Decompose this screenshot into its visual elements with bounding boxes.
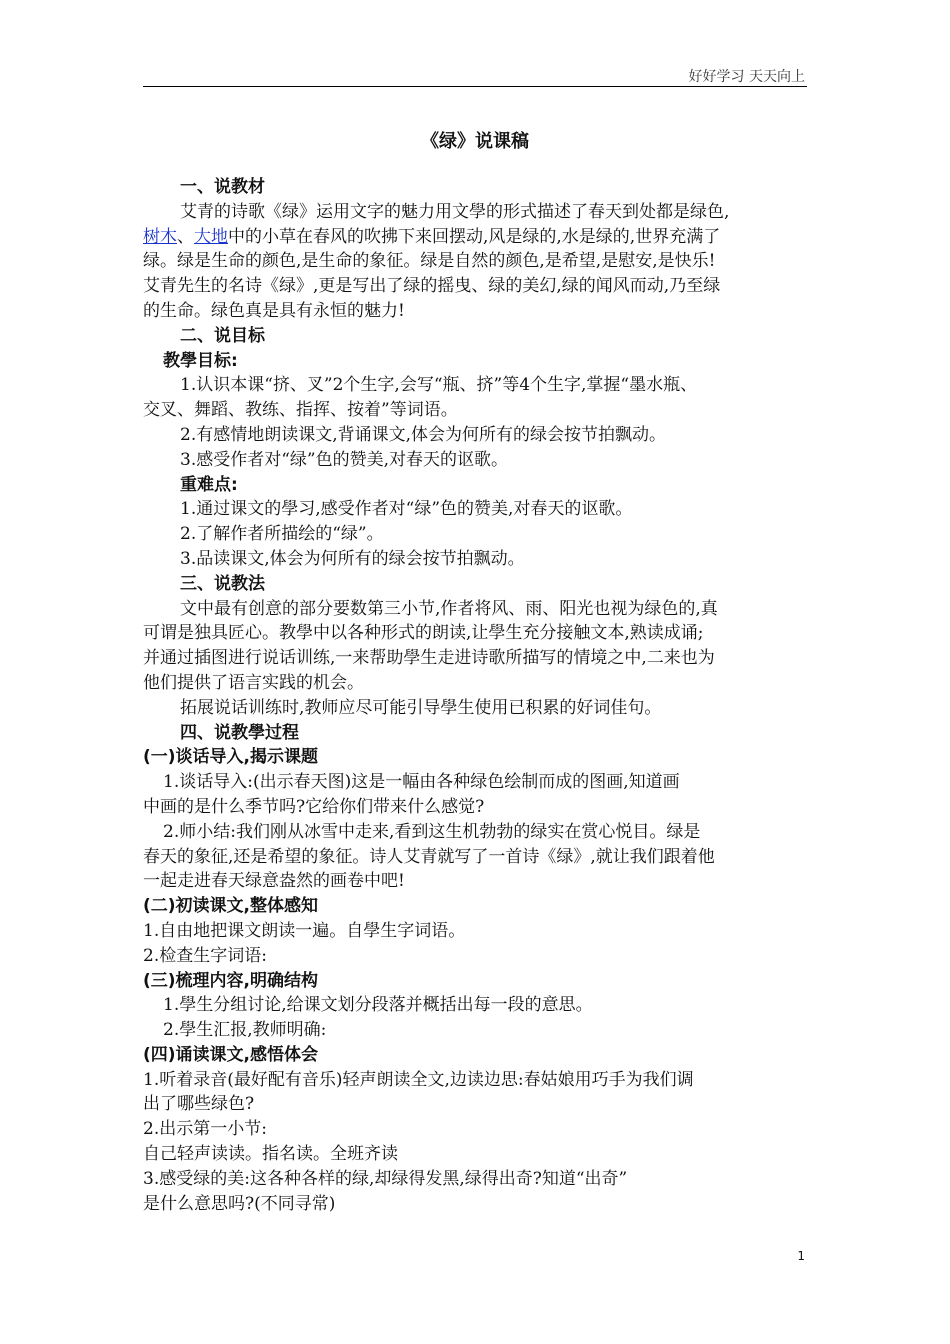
- key-point-item: 3.品读课文,体会为何所有的绿会按节拍飘动。: [180, 548, 525, 569]
- paragraph-line: 拓展说话训练时,教师应尽可能引导學生使用已积累的好词佳句。: [180, 697, 662, 718]
- paragraph-line: 1.谈话导入:(出示春天图)这是一幅由各种绿色绘制而成的图画,知道画: [163, 772, 680, 793]
- goal-item: 2.有感情地朗读课文,背诵课文,体会为何所有的绿会按节拍飘动。: [180, 424, 667, 445]
- section-heading-goals: 二、说目标: [180, 325, 265, 346]
- list-item-continued: 是什么意思吗?(不同寻常): [143, 1193, 336, 1214]
- key-point-item: 1.通过课文的學习,感受作者对“绿”色的赞美,对春天的讴歌。: [180, 499, 633, 520]
- list-item: 2.出示第一小节:: [143, 1119, 267, 1140]
- subheading-teaching-goals: 教學目标:: [163, 350, 238, 371]
- paragraph-line: 2.师小结:我们刚从冰雪中走来,看到这生机勃勃的绿实在赏心悦目。绿是: [163, 821, 701, 842]
- header-divider: [143, 86, 807, 87]
- section-heading-textbook: 一、说教材: [180, 177, 265, 197]
- goal-item-continued: 交叉、舞蹈、教练、指挥、按着”等词语。: [143, 400, 458, 421]
- list-item: 2.學生汇报,教师明确:: [163, 1020, 327, 1041]
- subheading-part-4: (四)诵读课文,感悟体会: [143, 1044, 318, 1065]
- page-header-text: 好好学习 天天向上: [688, 69, 805, 85]
- list-item: 1.學生分组讨论,给课文划分段落并概括出每一段的意思。: [163, 995, 593, 1016]
- paragraph-line: 绿。绿是生命的颜色,是生命的象征。绿是自然的颜色,是希望,是慰安,是快乐!: [143, 251, 716, 272]
- separator: 、: [177, 226, 194, 247]
- document-body: [143, 175, 823, 1216]
- subheading-part-1: (一)谈话导入,揭示课题: [143, 747, 318, 768]
- list-item-continued: 自己轻声读读。指名读。全班齐读: [143, 1144, 398, 1165]
- subheading-part-3: (三)梳理内容,明确结构: [143, 970, 318, 991]
- paragraph-line: 中画的是什么季节吗?它给你们带来什么感觉?: [143, 796, 485, 817]
- subheading-key-points: 重难点:: [180, 474, 238, 495]
- list-item: 3.感受绿的美:这各种各样的绿,却绿得发黑,绿得出奇?知道“出奇”: [143, 1168, 628, 1189]
- list-item: 1.听着录音(最好配有音乐)轻声朗读全文,边读边思:春姑娘用巧手为我们调: [143, 1069, 694, 1090]
- list-item: 1.自由地把课文朗读一遍。自學生字词语。: [143, 920, 466, 941]
- paragraph-line: 一起走进春天绿意盎然的画卷中吧!: [143, 871, 405, 892]
- key-point-item: 2.了解作者所描绘的“绿”。: [180, 524, 384, 545]
- list-item: 2.检查生字词语:: [143, 945, 267, 966]
- paragraph-text: 中的小草在春风的吹拂下来回摆动,风是绿的,水是绿的,世界充满了: [228, 226, 721, 247]
- paragraph-line: 他们提供了语言实践的机会。: [143, 672, 364, 693]
- link-trees[interactable]: 树木: [143, 226, 177, 247]
- document-title: 《绿》说课稿: [421, 131, 529, 152]
- link-earth[interactable]: 大地: [194, 226, 228, 247]
- section-heading-process: 四、说教學过程: [180, 722, 299, 743]
- paragraph-line: 艾青的诗歌《绿》运用文字的魅力用文學的形式描述了春天到处都是绿色,: [180, 201, 730, 222]
- goal-item: 1.认识本课“挤、叉”2个生字,会写“瓶、挤”等4个生字,掌握“墨水瓶、: [180, 375, 698, 396]
- paragraph-line: 可谓是独具匠心。教學中以各种形式的朗读,让學生充分接触文本,熟读成诵;: [143, 623, 704, 644]
- paragraph-line: 并通过插图进行说话训练,一来帮助學生走进诗歌所描写的情境之中,二来也为: [143, 648, 715, 669]
- goal-item: 3.感受作者对“绿”色的赞美,对春天的讴歌。: [180, 449, 509, 470]
- paragraph-line: 的生命。绿色真是具有永恒的魅力!: [143, 300, 405, 321]
- subheading-part-2: (二)初读课文,整体感知: [143, 896, 318, 917]
- paragraph-line: 春天的象征,还是希望的象征。诗人艾青就写了一首诗《绿》,就让我们跟着他: [143, 846, 715, 867]
- list-item-continued: 出了哪些绿色?: [143, 1094, 255, 1115]
- page-number: 1: [797, 1249, 805, 1263]
- paragraph-line: 艾青先生的名诗《绿》,更是写出了绿的摇曳、绿的美幻,绿的闻风而动,乃至绿: [143, 276, 721, 297]
- paragraph-line: [143, 225, 823, 250]
- section-heading-method: 三、说教法: [180, 573, 265, 594]
- paragraph-line: 文中最有创意的部分要数第三小节,作者将风、雨、阳光也视为绿色的,真: [180, 598, 718, 619]
